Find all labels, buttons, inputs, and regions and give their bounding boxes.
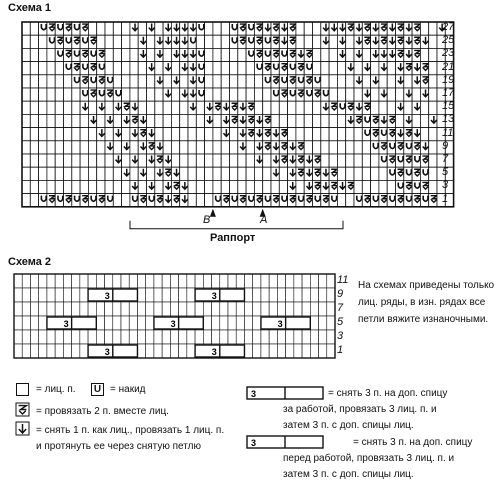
cable-number: 3	[251, 389, 257, 399]
cable-number: 3	[251, 438, 257, 448]
row-label: 9	[442, 139, 449, 152]
row-label: 3	[442, 179, 449, 192]
row-label: 9	[337, 288, 344, 300]
row-label: 21	[442, 60, 455, 73]
legend-cable-back-1: = снять 3 п. на доп. спицу	[328, 388, 448, 399]
row-label: 3	[337, 330, 344, 342]
row-label: 11	[337, 274, 349, 286]
legend-skp-2: и протянуть ее через снятую петлю	[36, 441, 201, 452]
row-label: 17	[442, 87, 455, 99]
marker-b: B	[203, 214, 211, 226]
scheme2-title: Схема 2	[8, 256, 52, 268]
row-label: 1	[442, 192, 449, 205]
row-label: 27	[442, 21, 455, 33]
cable-number: 3	[211, 347, 217, 357]
legend-knit: = лиц. п.	[36, 384, 76, 395]
legend-cable-back-3: затем 3 п. с доп. спицы лиц.	[283, 420, 414, 431]
row-label: 15	[442, 100, 455, 113]
legend-cable-front-1: = снять 3 п. на доп. спицу	[353, 437, 473, 448]
row-label: 25	[442, 34, 455, 47]
cable-number: 3	[211, 291, 217, 301]
cable-number: 3	[277, 319, 283, 329]
legend-cable-front-2: перед работой, провязать 3 лиц. п. и	[283, 453, 455, 464]
cable-number: 3	[104, 347, 110, 357]
rapport-label: Раппорт	[210, 232, 256, 244]
row-label: 1	[337, 344, 344, 356]
cable-number: 3	[170, 319, 176, 329]
note-text: На схемах приведены только лиц. ряды, в изн. рядах все петли вяжите изнаночными.	[358, 280, 495, 325]
yarn-over-symbol: U	[91, 383, 104, 396]
cable-number: 3	[104, 291, 110, 301]
row-label: 5	[337, 316, 344, 328]
row-label: 5	[442, 166, 449, 179]
row-label: 19	[442, 73, 455, 86]
scheme1-title: Схема 1	[8, 2, 52, 14]
row-label: 7	[442, 153, 449, 165]
row-label: 13	[442, 113, 455, 126]
legend-k2tog: = провязать 2 п. вместе лиц.	[36, 406, 169, 417]
legend-cable-front-3: затем 3 п. с доп. спицы лиц.	[283, 469, 414, 480]
legend-yarn-over: = накид	[110, 384, 146, 395]
row-label: 7	[337, 302, 344, 314]
legend-cable-back-2: за работой, провязать 3 лиц. п. и	[283, 404, 437, 415]
row-label: 23	[442, 47, 455, 60]
cable-number: 3	[63, 319, 69, 329]
row-label: 11	[442, 126, 454, 139]
marker-a: A	[260, 214, 268, 226]
legend-skp-1: = снять 1 п. как лиц., провязать 1 лиц. п.	[36, 425, 225, 436]
